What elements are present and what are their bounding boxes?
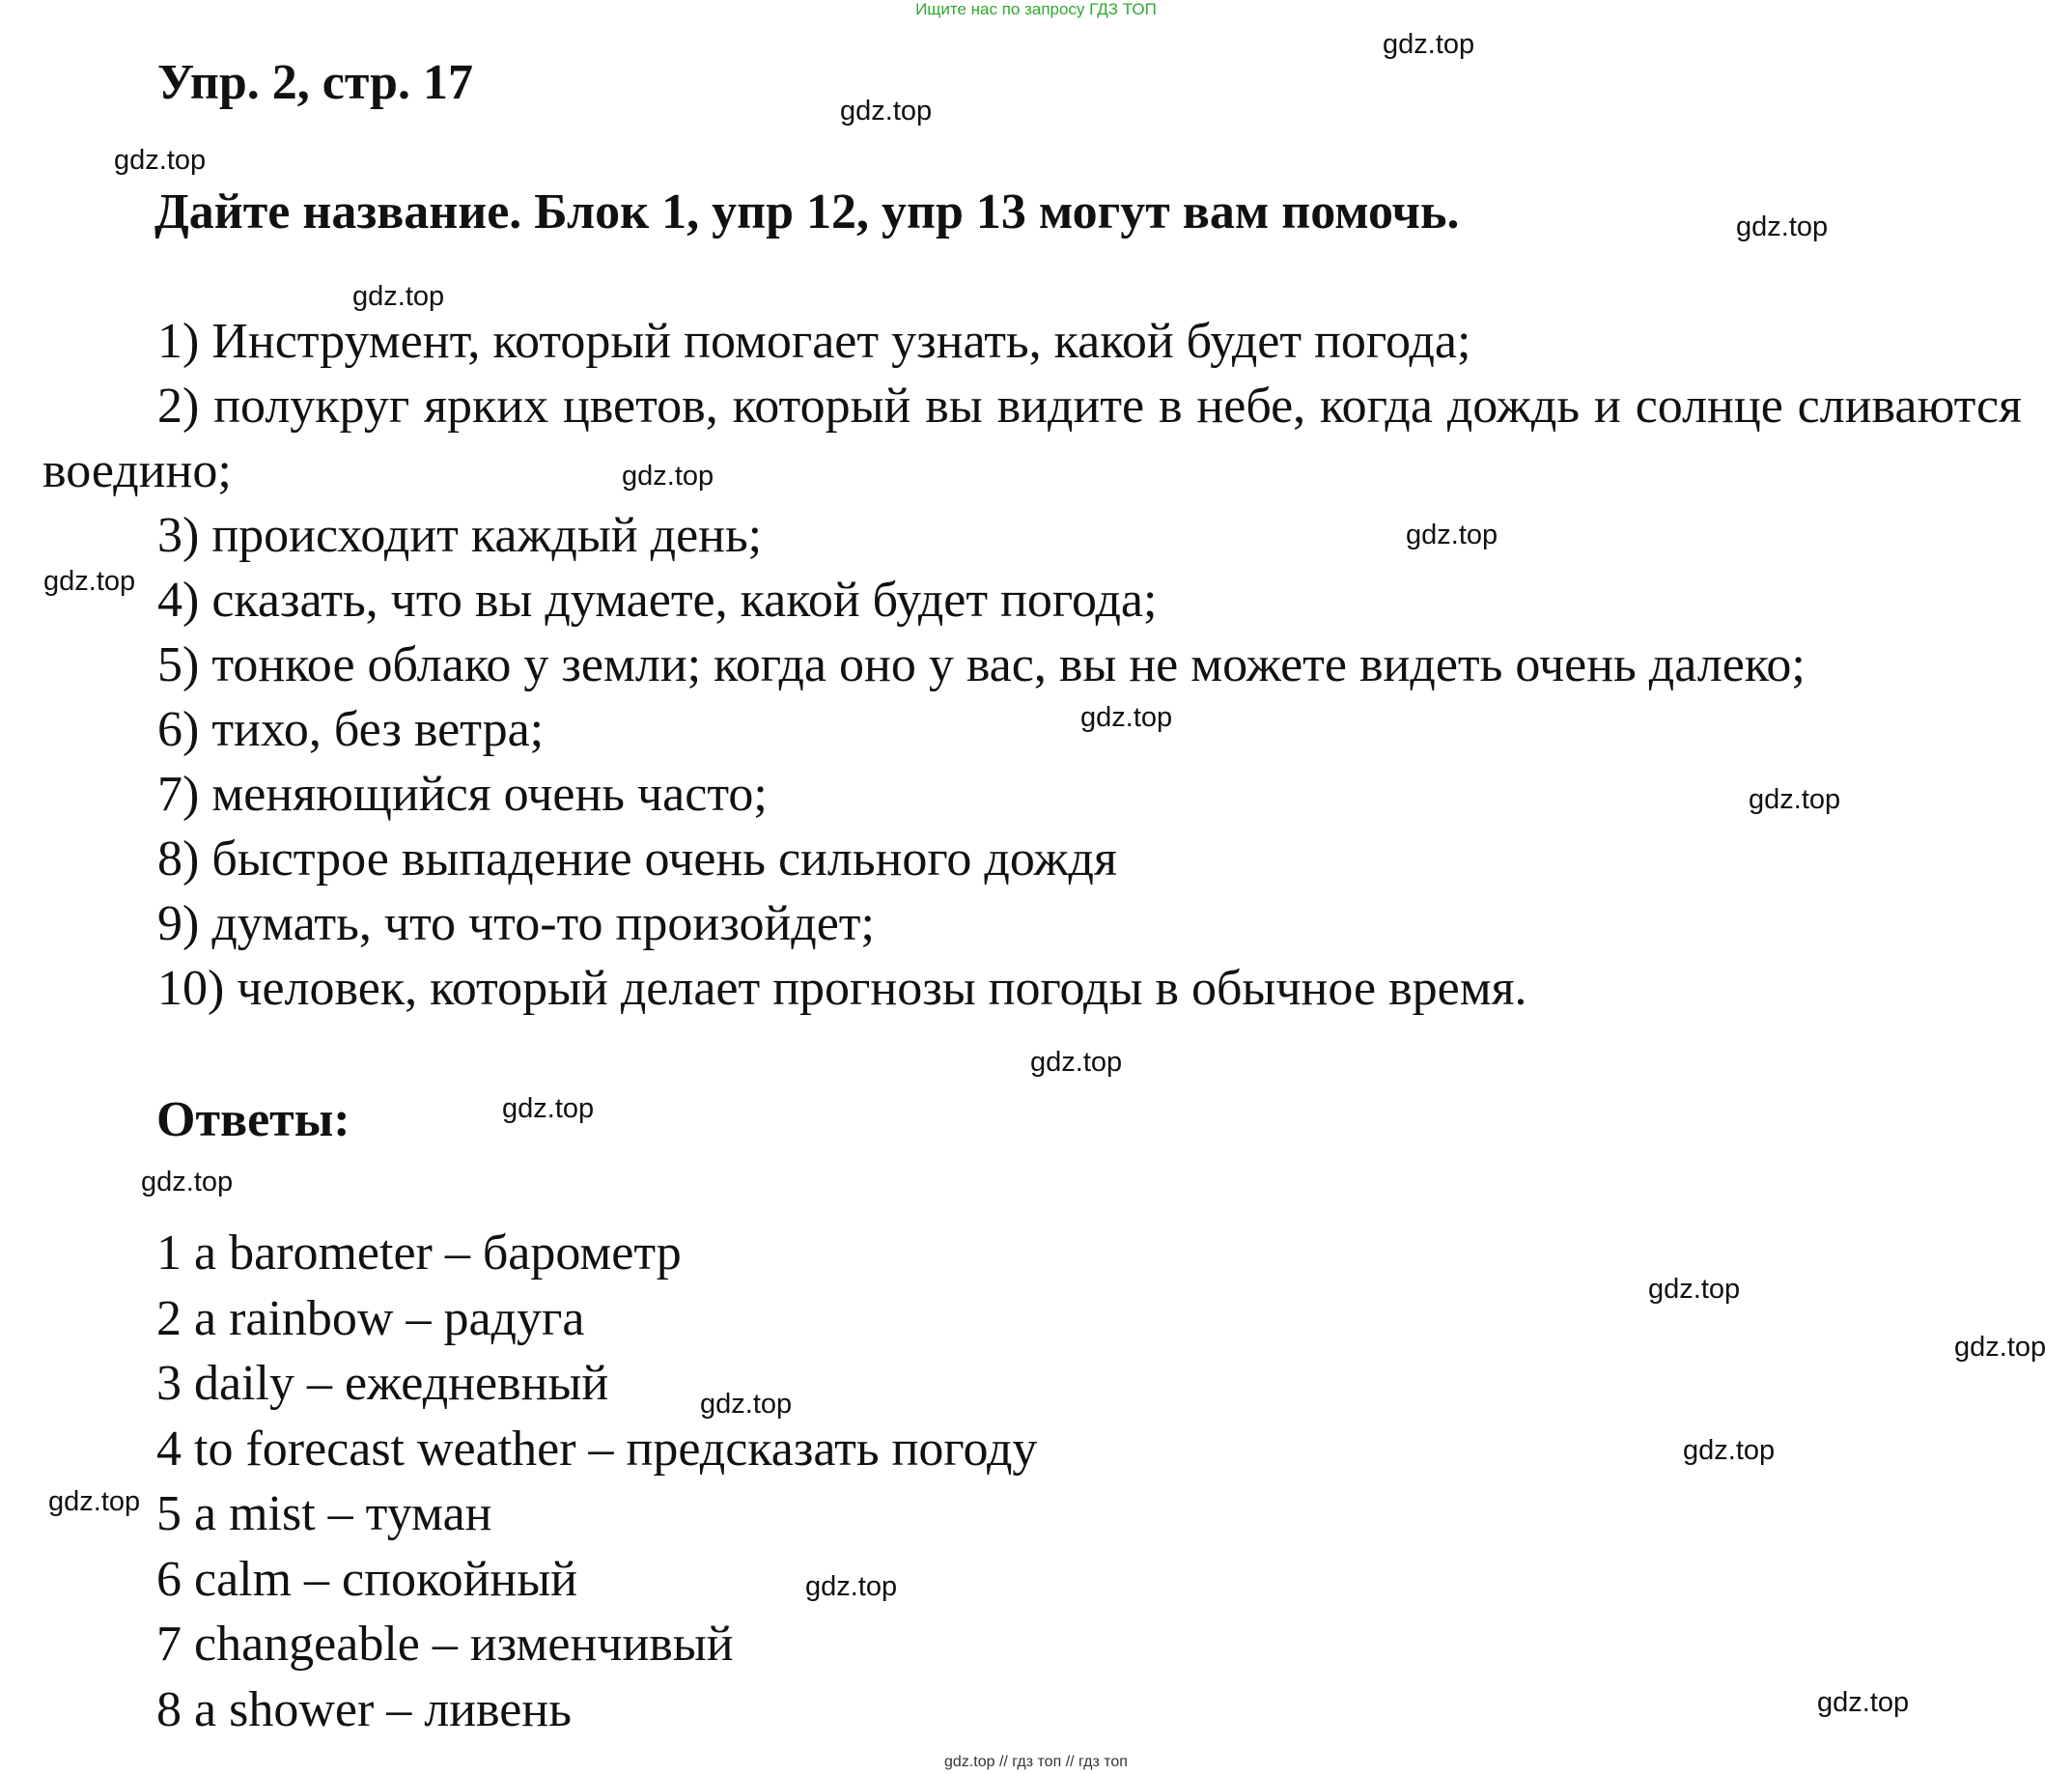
watermark: gdz.top bbox=[352, 281, 445, 312]
watermark: gdz.top bbox=[1817, 1687, 1910, 1718]
watermark: gdz.top bbox=[840, 96, 933, 127]
watermark: gdz.top bbox=[1648, 1274, 1741, 1305]
task-instruction: Дайте название. Блок 1, упр 12, упр 13 могут вам помочь. bbox=[154, 184, 1460, 239]
page-title: Упр. 2, стр. 17 bbox=[157, 55, 473, 110]
task-items-list bbox=[42, 309, 2022, 1021]
task-item: 6) тихо, без ветра; bbox=[157, 702, 545, 757]
watermark: gdz.top bbox=[805, 1571, 898, 1602]
watermark: gdz.top bbox=[1030, 1047, 1123, 1078]
watermark: gdz.top bbox=[1080, 702, 1173, 733]
watermark: gdz.top bbox=[622, 461, 714, 492]
answer-item: 2 a rainbow – радуга bbox=[156, 1290, 585, 1346]
answer-item: 6 calm – спокойный bbox=[156, 1551, 578, 1607]
task-item: 3) происходит каждый день; bbox=[157, 508, 763, 563]
answer-item: 1 a barometer – барометр bbox=[156, 1225, 682, 1281]
task-item: 4) сказать, что вы думаете, какой будет погода; bbox=[157, 573, 1158, 628]
watermark: gdz.top bbox=[1954, 1332, 2047, 1363]
task-item: 5) тонкое облако у земли; когда оно у вас, вы не можете видеть очень далеко; bbox=[157, 637, 1806, 692]
answer-item: 8 a shower – ливень bbox=[156, 1681, 572, 1737]
answers-list bbox=[156, 1221, 1037, 1742]
task-item: 7) меняющийся очень часто; bbox=[157, 767, 768, 822]
task-item: 9) думать, что что-то произойдет; bbox=[157, 896, 875, 951]
answer-item: 5 a mist – туман bbox=[156, 1486, 492, 1541]
watermark: gdz.top bbox=[114, 145, 207, 176]
watermark: gdz.top bbox=[48, 1486, 141, 1517]
watermark: gdz.top bbox=[1683, 1435, 1776, 1466]
answer-item: 7 changeable – изменчивый bbox=[156, 1617, 734, 1672]
watermark: gdz.top bbox=[700, 1389, 793, 1420]
task-item: 2) полукруг ярких цветов, который вы видите в небе, когда дождь и солнце сливаются воедино; bbox=[42, 379, 2022, 498]
answer-item: 3 daily – ежедневный bbox=[156, 1356, 609, 1411]
watermark: gdz.top bbox=[1736, 211, 1829, 242]
watermark: gdz.top bbox=[1383, 29, 1475, 60]
task-item: 8) быстрое выпадение очень сильного дождя bbox=[157, 831, 1117, 887]
watermark: gdz.top bbox=[1406, 520, 1498, 550]
footer-note: gdz.top // гдз топ // гдз топ bbox=[944, 1754, 1128, 1770]
watermark: gdz.top bbox=[43, 566, 136, 597]
watermark: gdz.top bbox=[141, 1167, 234, 1197]
watermark: gdz.top bbox=[502, 1093, 595, 1124]
answer-item: 4 to forecast weather – предсказать погоду bbox=[156, 1421, 1038, 1477]
answers-heading: Ответы: bbox=[156, 1092, 350, 1147]
header-note: Ищите нас по запросу ГДЗ ТОП bbox=[915, 0, 1157, 18]
task-item: 1) Инструмент, который помогает узнать, какой будет погода; bbox=[157, 314, 1471, 369]
watermark: gdz.top bbox=[1749, 784, 1841, 815]
task-item: 10) человек, который делает прогнозы погоды в обычное время. bbox=[157, 961, 1527, 1016]
